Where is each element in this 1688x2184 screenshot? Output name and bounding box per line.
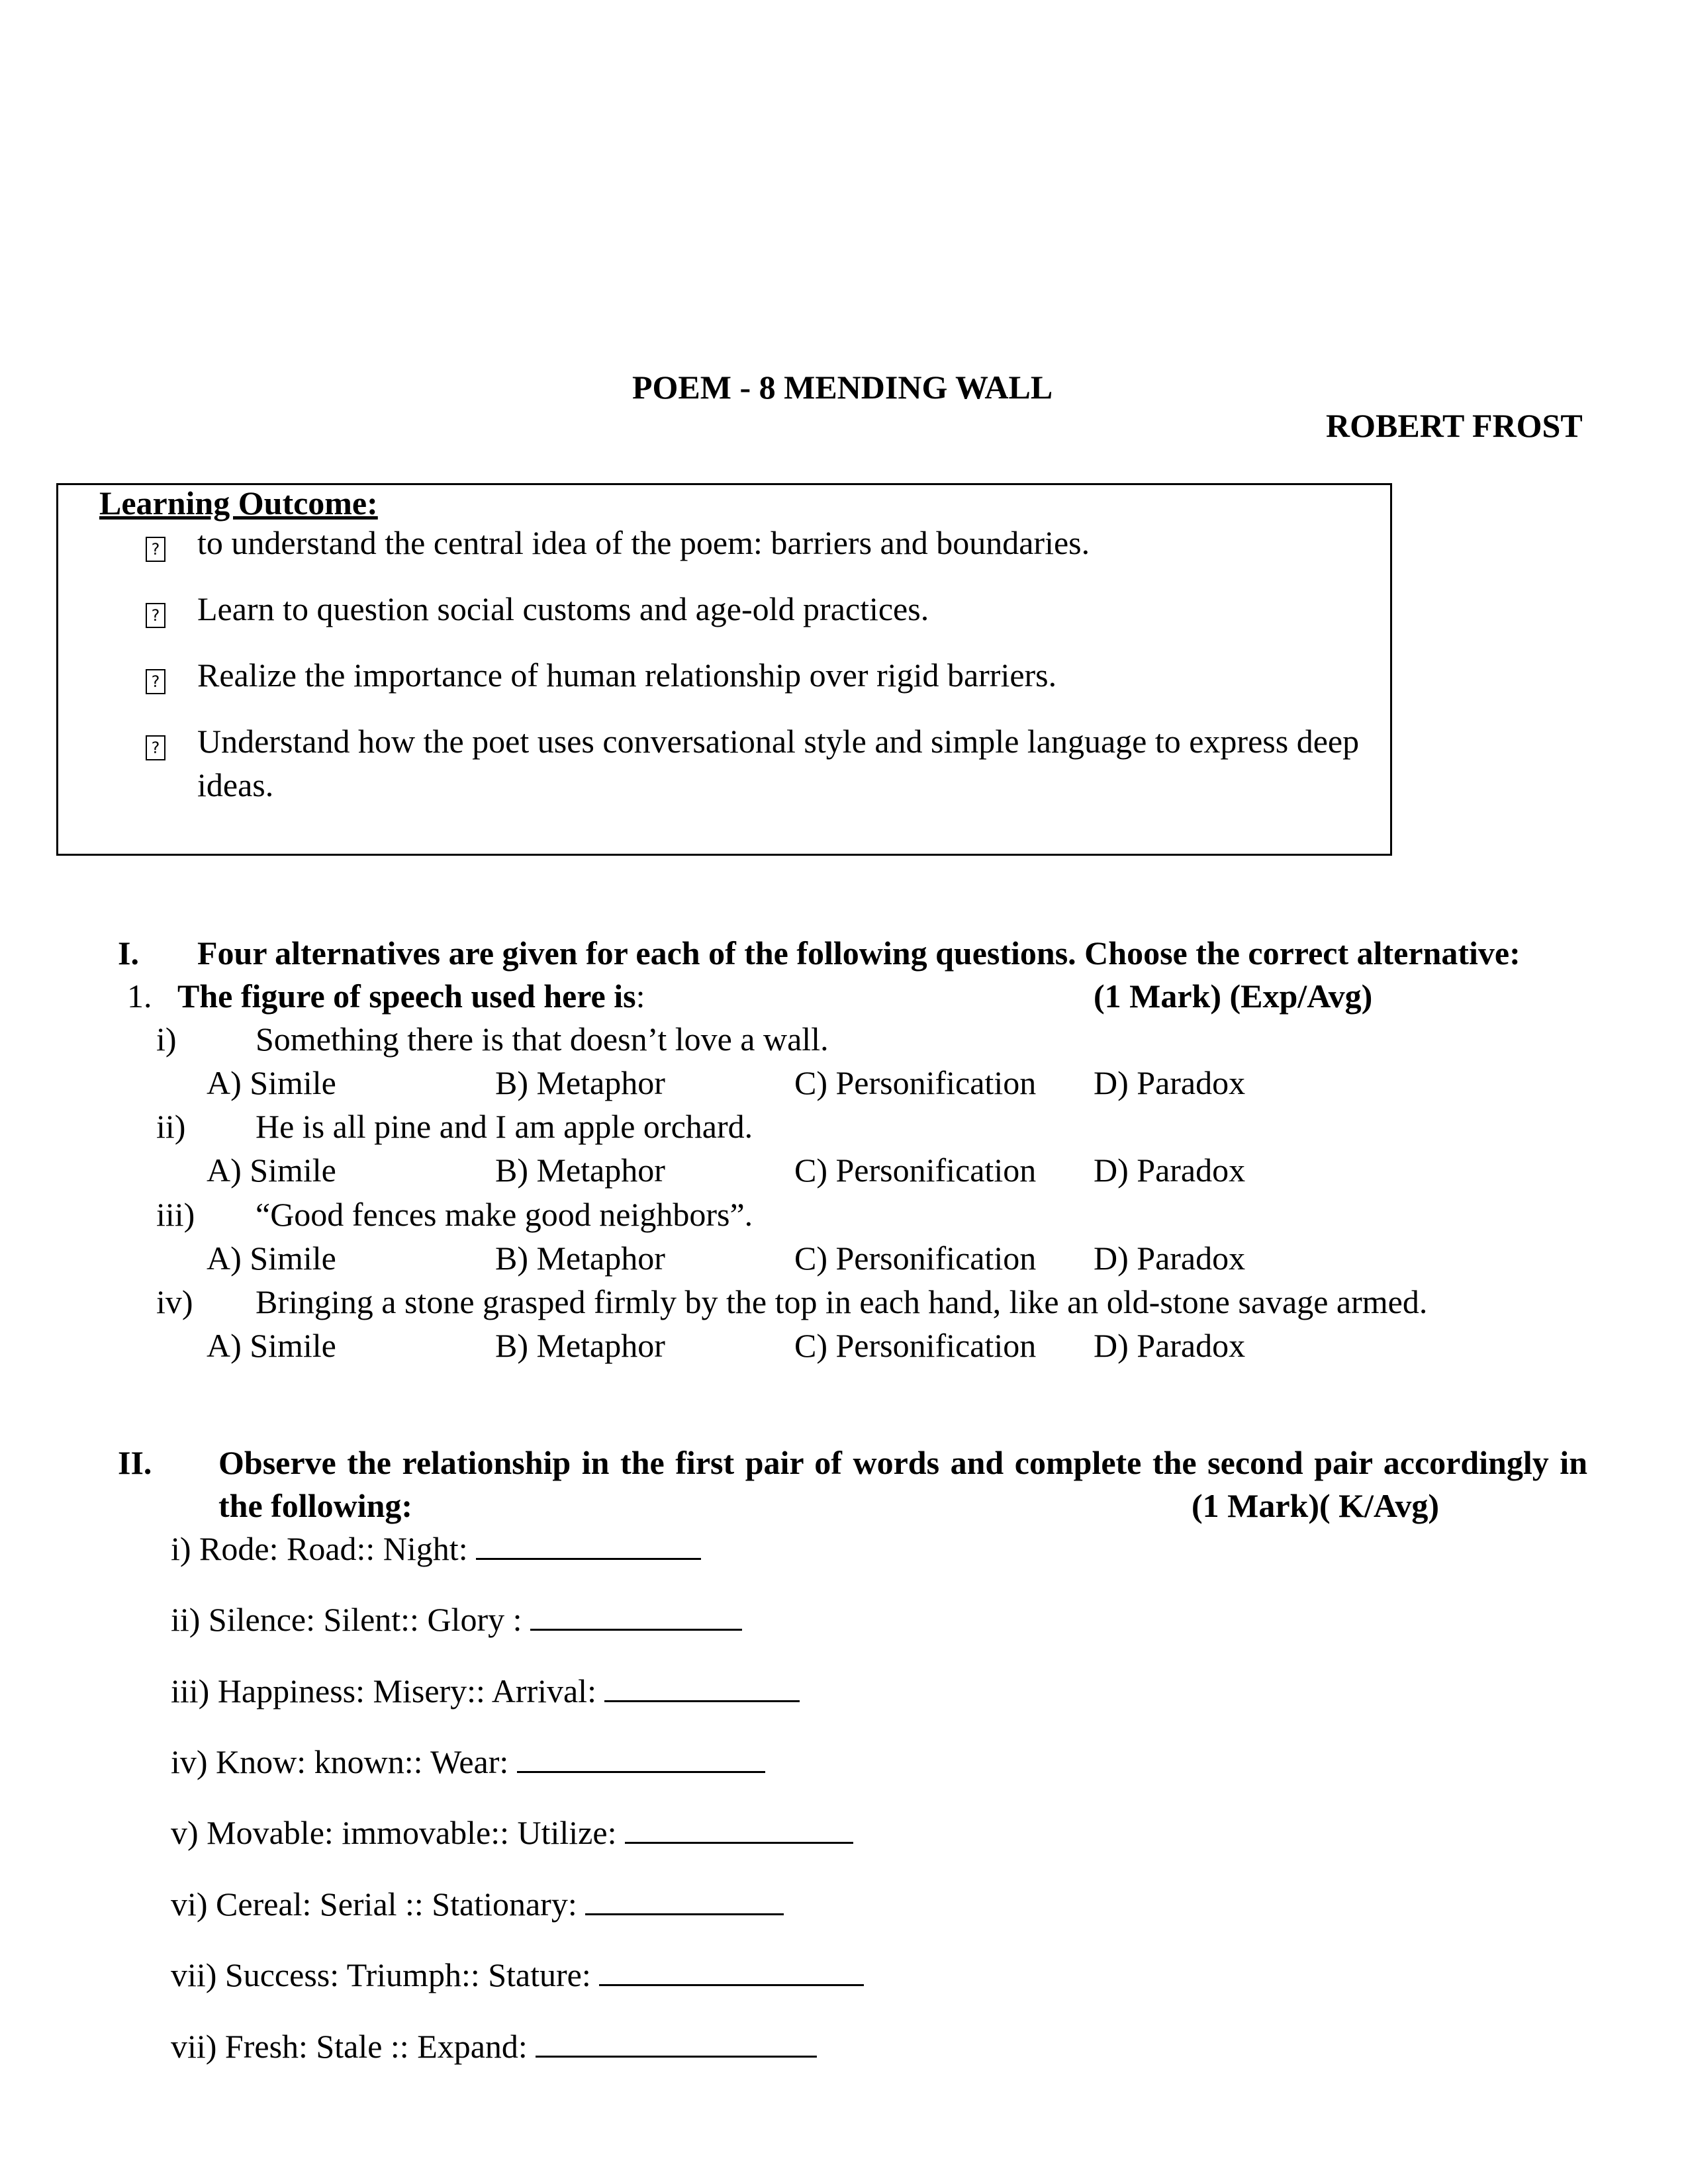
option-a: A) Simile	[207, 1327, 336, 1364]
analogy-item: vii) Fresh: Stale :: Expand:	[171, 2030, 817, 2063]
option-c: C) Personification	[794, 1152, 1037, 1189]
subquestion-number: iii)	[156, 1196, 195, 1233]
analogy-item: i) Rode: Road:: Night:	[171, 1532, 701, 1565]
answer-blank[interactable]	[517, 1770, 765, 1773]
subquestion-text: He is all pine and I am apple orchard.	[256, 1108, 753, 1145]
bullet-icon: ?	[146, 659, 165, 694]
subquestion-number: ii)	[156, 1108, 186, 1145]
learning-outcome-heading: Learning Outcome:	[99, 484, 378, 522]
learning-outcome-item: to understand the central idea of the poem: barriers and boundaries.	[197, 524, 1090, 561]
subquestion-text: Bringing a stone grasped firmly by the top in each hand, like an old-stone savage armed.	[256, 1283, 1428, 1320]
analogy-item: iv) Know: known:: Wear:	[171, 1745, 765, 1778]
option-d: D) Paradox	[1094, 1327, 1246, 1364]
answer-blank[interactable]	[625, 1841, 853, 1844]
section-2-instruction: the following:	[218, 1487, 413, 1524]
learning-outcome-item: Learn to question social customs and age-old practices.	[197, 590, 929, 627]
option-b: B) Metaphor	[495, 1152, 665, 1189]
answer-blank[interactable]	[536, 2055, 817, 2058]
question-number: 1.	[127, 978, 152, 1015]
answer-blank[interactable]	[599, 1983, 864, 1986]
analogy-item: iii) Happiness: Misery:: Arrival:	[171, 1674, 800, 1707]
option-d: D) Paradox	[1094, 1240, 1246, 1277]
subquestion-text: Something there is that doesn’t love a wall.	[256, 1021, 829, 1058]
option-d: D) Paradox	[1094, 1064, 1246, 1101]
section-1-instruction: Four alternatives are given for each of the following questions. Choose the correct alternative:	[197, 934, 1521, 972]
subquestion-text: “Good fences make good neighbors”.	[256, 1196, 753, 1233]
learning-outcome-item: Understand how the poet uses conversational style and simple language to express deep	[197, 723, 1360, 760]
section-2-numeral: II.	[118, 1444, 152, 1481]
answer-blank[interactable]	[604, 1700, 800, 1702]
option-b: B) Metaphor	[495, 1240, 665, 1277]
bullet-icon: ?	[146, 725, 165, 760]
option-b: B) Metaphor	[495, 1327, 665, 1364]
page-title: POEM - 8 MENDING WALL	[632, 369, 1053, 406]
option-d: D) Paradox	[1094, 1152, 1246, 1189]
question-text: The figure of speech used here is:	[177, 978, 645, 1015]
bullet-icon: ?	[146, 593, 165, 628]
section-1-numeral: I.	[118, 934, 139, 972]
option-a: A) Simile	[207, 1240, 336, 1277]
option-c: C) Personification	[794, 1327, 1037, 1364]
option-b: B) Metaphor	[495, 1064, 665, 1101]
subquestion-number: i)	[156, 1021, 177, 1058]
author-name: ROBERT FROST	[1326, 407, 1583, 444]
subquestion-number: iv)	[156, 1283, 193, 1320]
question-marks: (1 Mark) (Exp/Avg)	[1094, 978, 1373, 1015]
analogy-item: ii) Silence: Silent:: Glory :	[171, 1603, 742, 1636]
option-a: A) Simile	[207, 1152, 336, 1189]
learning-outcome-item: Realize the importance of human relationship over rigid barriers.	[197, 657, 1057, 694]
learning-outcome-item: ideas.	[197, 766, 274, 803]
answer-blank[interactable]	[476, 1557, 701, 1560]
answer-blank[interactable]	[530, 1628, 742, 1631]
analogy-item: vi) Cereal: Serial :: Stationary:	[171, 1888, 784, 1921]
analogy-item: vii) Success: Triumph:: Stature:	[171, 1958, 864, 1991]
answer-blank[interactable]	[585, 1913, 784, 1915]
section-2-instruction: Observe the relationship in the first pair of words and complete the second pair accordingly in	[218, 1444, 1587, 1481]
option-a: A) Simile	[207, 1064, 336, 1101]
bullet-icon: ?	[146, 527, 165, 562]
analogy-item: v) Movable: immovable:: Utilize:	[171, 1816, 853, 1849]
section-2-marks: (1 Mark)( K/Avg)	[1192, 1487, 1439, 1524]
option-c: C) Personification	[794, 1240, 1037, 1277]
option-c: C) Personification	[794, 1064, 1037, 1101]
